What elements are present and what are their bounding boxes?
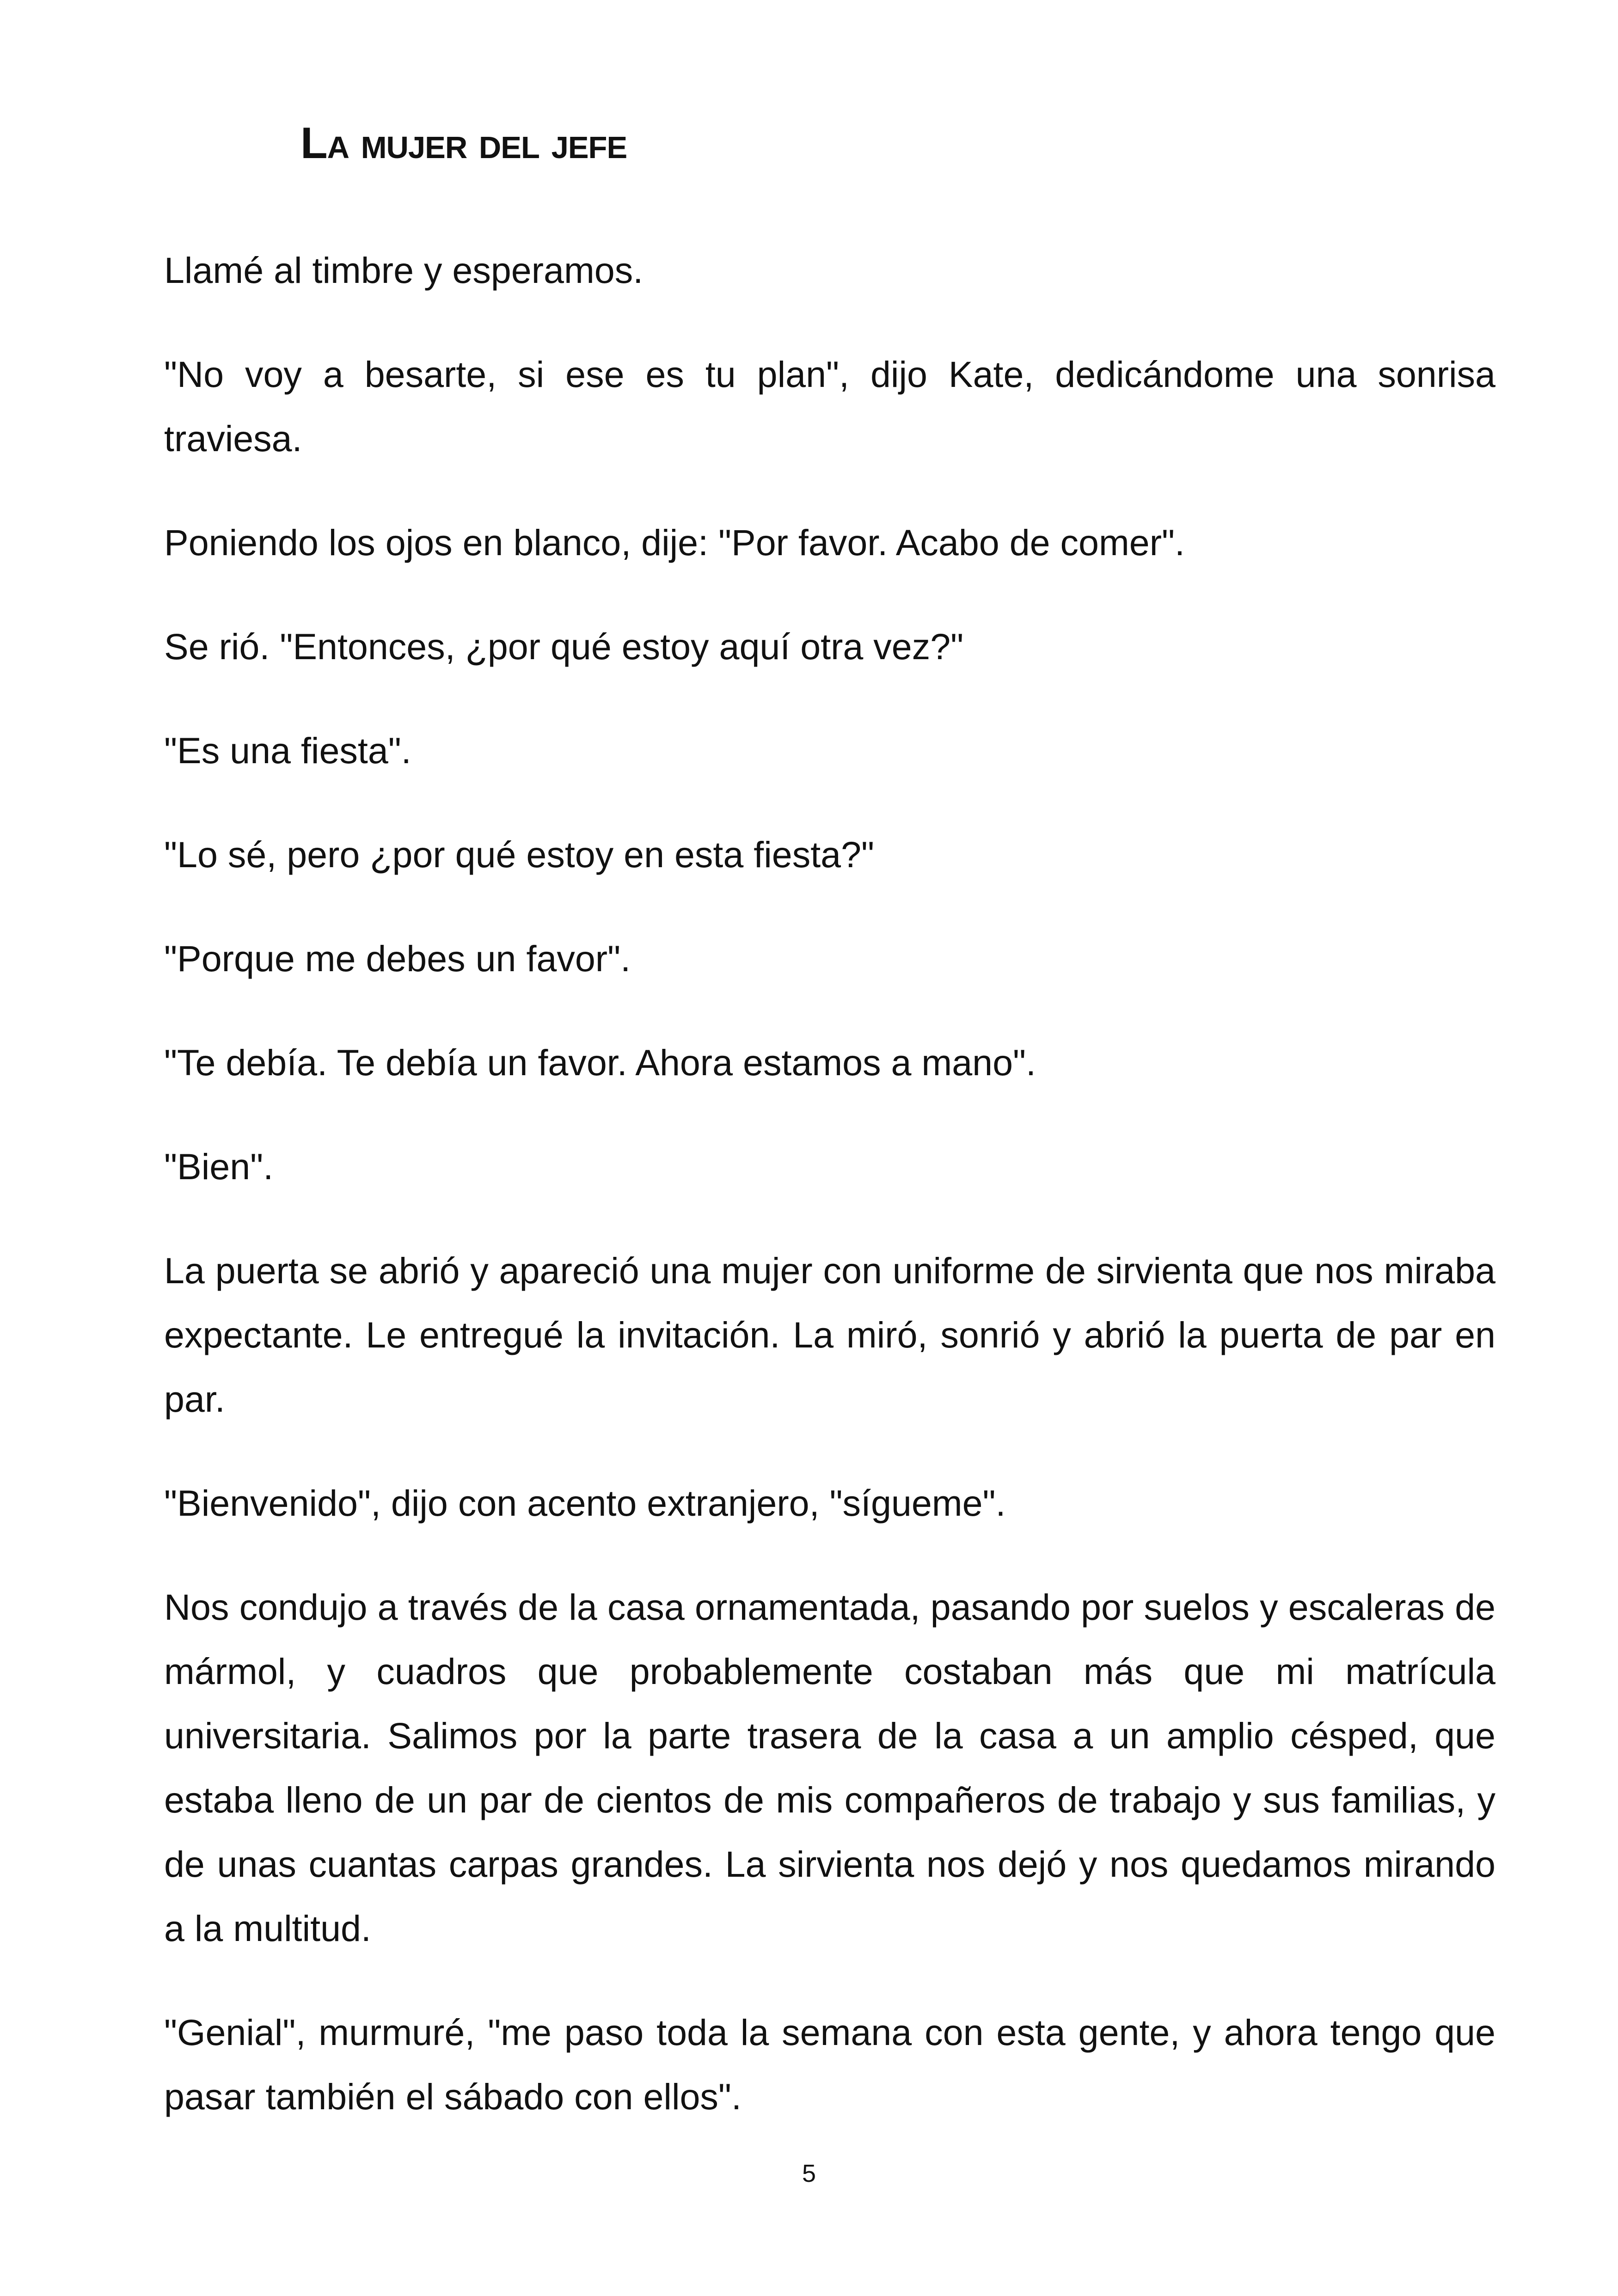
paragraph: La puerta se abrió y apareció una mujer con uniforme de sirvienta que nos miraba expectante. Le entregué la invitación. La miró, sonrió y abrió la puerta de par en par. <box>164 1250 1495 1420</box>
paragraph: "No voy a besarte, si ese es tu plan", dijo Kate, dedicándome una sonrisa traviesa. <box>164 354 1495 459</box>
paragraph: "Genial", murmuré, "me paso toda la semana con esta gente, y ahora tengo que pasar también el sábado con ellos". <box>164 2012 1495 2117</box>
paragraph: "Bienvenido", dijo con acento extranjero, "sígueme". <box>164 1482 1006 1524</box>
paragraph: "Es una fiesta". <box>164 730 411 771</box>
paragraph: "Te debía. Te debía un favor. Ahora estamos a mano". <box>164 1042 1036 1083</box>
page-number: 5 <box>802 2160 816 2187</box>
paragraph: Llamé al timbre y esperamos. <box>164 250 644 291</box>
paragraph: Poniendo los ojos en blanco, dije: "Por favor. Acabo de comer". <box>164 522 1185 563</box>
paragraph: Nos condujo a través de la casa ornamentada, pasando por suelos y escaleras de mármol, y cuadros que probablemente costaban más que mi matrícula universitaria. Salimos por la parte trasera de la casa a un amplio césped, que estaba lleno de un par de cientos de mis compañeros de trabajo y sus familias, y de unas cuantas carpas grandes. La sirvienta nos dejó y nos quedamos mirando a la multitud. <box>164 1586 1495 1949</box>
chapter-title: La mujer del jefe <box>300 118 627 168</box>
paragraph: "Porque me debes un favor". <box>164 938 631 979</box>
paragraph: "Bien". <box>164 1146 274 1187</box>
paragraph: "Lo sé, pero ¿por qué estoy en esta fiesta?" <box>164 834 875 875</box>
chapter-body <box>164 238 1495 2168</box>
paragraph: Se rió. "Entonces, ¿por qué estoy aquí otra vez?" <box>164 626 964 667</box>
